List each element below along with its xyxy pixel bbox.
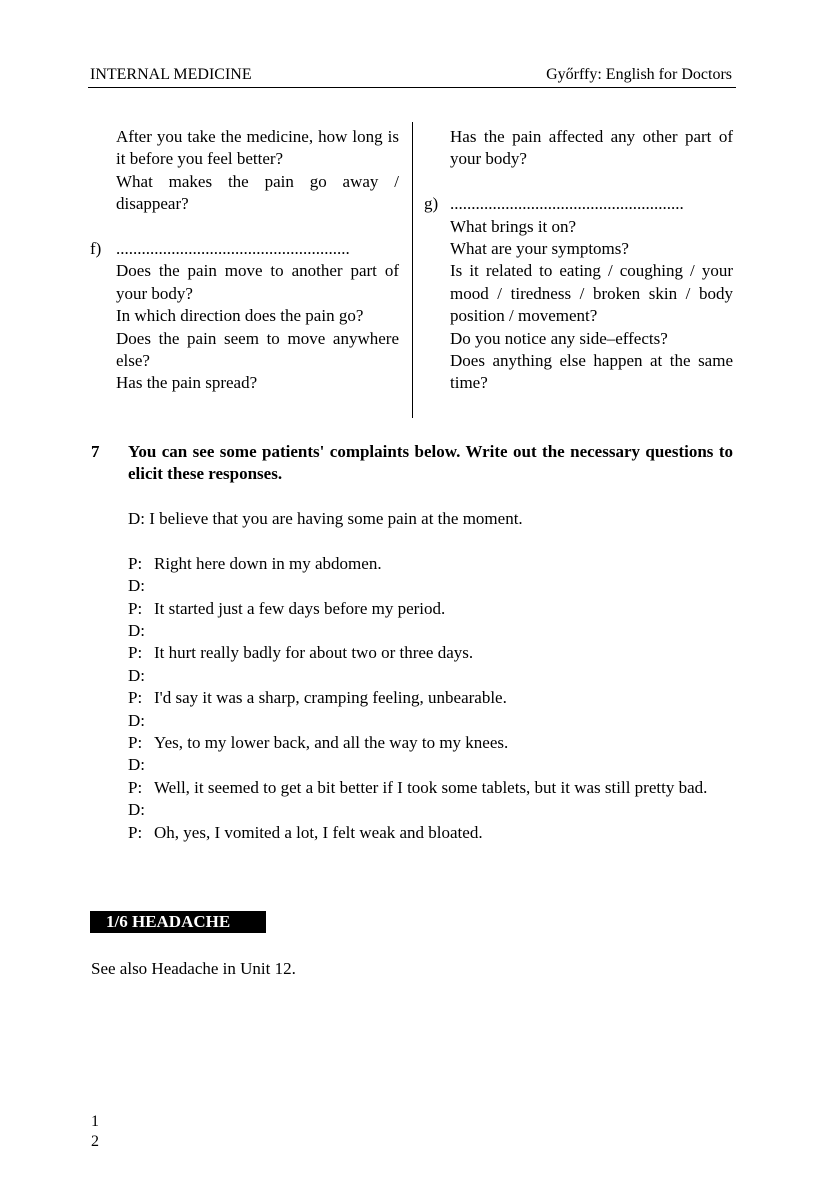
question: Does anything else happen at the same time?: [450, 351, 733, 393]
speaker-label: P:: [128, 553, 143, 573]
speaker-label: P:: [128, 733, 143, 753]
right-column: [424, 126, 733, 395]
dialogue-text: It started just a few days before my period.: [154, 598, 446, 618]
dialogue-line: [128, 553, 733, 575]
speaker-label: P:: [128, 688, 143, 708]
running-header-left: INTERNAL MEDICINE: [90, 66, 252, 83]
spacer: [450, 171, 733, 193]
left-column: [90, 126, 399, 395]
spacer: [116, 216, 399, 238]
dialogue-text: Well, it seemed to get a bit better if I took some tablets, but it was still pretty bad.: [154, 777, 708, 797]
question: Does the pain seem to move anywhere else?: [116, 328, 399, 371]
running-header-right: Győrffy: English for Doctors: [546, 66, 732, 83]
question: Has the pain affected any other part of your body?: [450, 127, 733, 169]
speaker-label: D:: [128, 576, 145, 596]
question: Has the pain spread?: [116, 373, 258, 393]
question: After you take the medicine, how long is it before you feel better?: [116, 127, 399, 169]
dialogue-text: It hurt really badly for about two or three days.: [154, 643, 474, 663]
speaker-label: P:: [128, 777, 143, 797]
spacer: [128, 530, 733, 552]
column-divider: [412, 122, 413, 418]
dialogue-line: [128, 642, 733, 664]
page-number: [91, 1112, 99, 1152]
dialogue-line: [128, 665, 733, 687]
exercise-number: 7: [91, 442, 100, 461]
item-g: [424, 193, 733, 215]
answer-blank: .......................................................: [450, 194, 684, 214]
dialogue-line: [128, 799, 733, 821]
dialogue-text: I'd say it was a sharp, cramping feeling, unbearable.: [154, 688, 507, 708]
question: What are your symptoms?: [450, 239, 629, 259]
question: Is it related to eating / coughing / your mood / tiredness / broken skin / body position / movement?: [450, 261, 733, 326]
dialogue-line: [128, 754, 733, 776]
dialogue-line: [128, 598, 733, 620]
question: Do you notice any side–effects?: [450, 328, 668, 348]
dialogue: [128, 508, 733, 844]
page-number-digit: 1: [91, 1113, 99, 1130]
dialogue-line: [128, 732, 733, 754]
question: In which direction does the pain go?: [116, 306, 364, 326]
section-heading: 1/6 HEADACHE: [90, 911, 266, 933]
dialogue-lines: [128, 553, 733, 844]
question: Does the pain move to another part of your body?: [116, 261, 399, 303]
dialogue-text: Oh, yes, I vomited a lot, I felt weak and bloated.: [154, 822, 483, 842]
speaker-label: D:: [128, 755, 145, 775]
dialogue-line: [128, 822, 733, 844]
dialogue-line: [128, 777, 733, 799]
dialogue-text: Right here down in my abdomen.: [154, 553, 382, 573]
dialogue-intro: D: I believe that you are having some pain at the moment.: [128, 509, 523, 528]
answer-blank: .......................................................: [116, 239, 350, 259]
question: What brings it on?: [450, 216, 577, 236]
dialogue-line: [128, 710, 733, 732]
item-letter: f): [90, 239, 102, 259]
page-number-digit: 2: [91, 1133, 99, 1150]
speaker-label: P:: [128, 598, 143, 618]
dialogue-line: [128, 620, 733, 642]
speaker-label: P:: [128, 643, 143, 663]
speaker-label: D:: [128, 800, 145, 820]
exercise-instruction: You can see some patients' complaints below. Write out the necessary questions to elicit these responses.: [128, 442, 733, 484]
item-letter: g): [424, 194, 439, 214]
dialogue-line: [128, 687, 733, 709]
dialogue-line: [128, 575, 733, 597]
speaker-label: D:: [128, 621, 145, 641]
speaker-label: D:: [128, 710, 145, 730]
dialogue-text: Yes, to my lower back, and all the way to my knees.: [154, 733, 509, 753]
item-f: [90, 238, 399, 260]
see-also-text: See also Headache in Unit 12.: [91, 959, 296, 978]
speaker-label: P:: [128, 822, 143, 842]
question: What makes the pain go away / disappear?: [116, 171, 399, 214]
speaker-label: D:: [128, 665, 145, 685]
header-rule: [88, 87, 736, 88]
